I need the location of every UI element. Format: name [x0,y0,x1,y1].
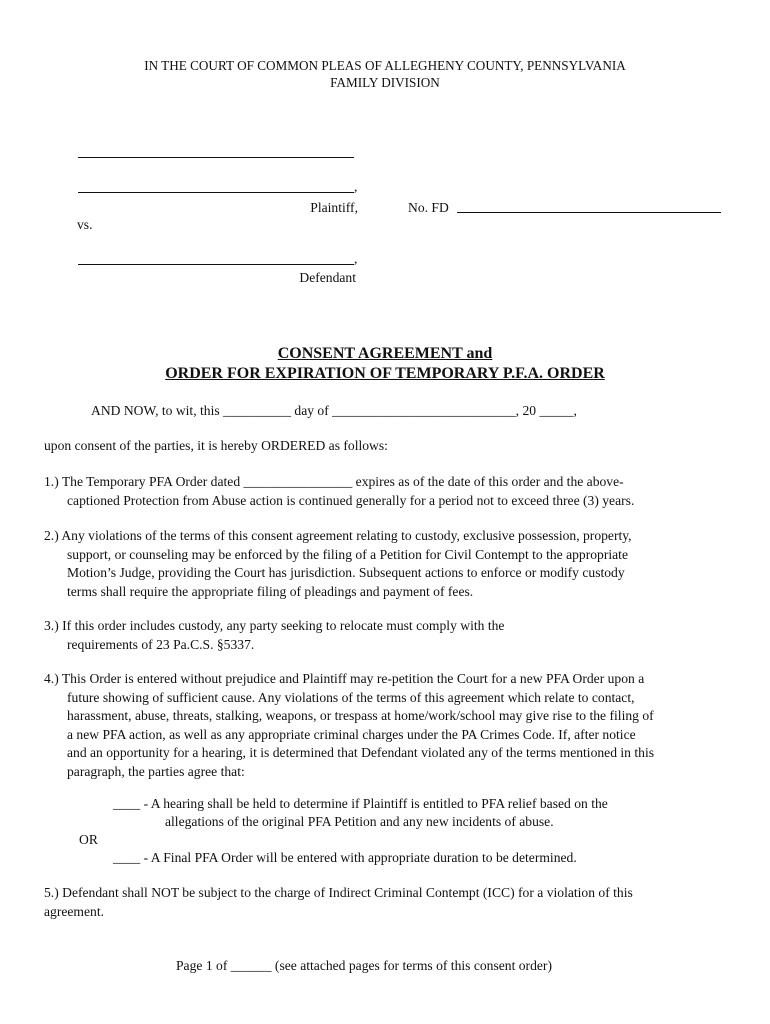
document-title-line-2: ORDER FOR EXPIRATION OF TEMPORARY P.F.A. ORDER [165,365,605,382]
defendant-label: Defendant [299,270,356,285]
paragraph-5 [44,884,734,921]
paragraph-4-line: harassment, abuse, threats, stalking, weapons, or trespass at home/work/school may give rise to the filing of [67,708,654,723]
paragraph-5-line: agreement. [44,903,105,919]
option-a-line-2: allegations of the original PFA Petition and any new incidents of abuse. [165,814,554,829]
paragraph-4-line: future showing of sufficient cause. Any violations of the terms of this agreement which relate to contact, [67,689,635,705]
defendant-comma: , [354,251,358,266]
paragraph-1 [44,473,734,510]
paragraph-5-line: 5.) Defendant shall NOT be subject to the charge of Indirect Criminal Contempt (ICC) for a violation of this [44,885,633,900]
paragraph-4-line: 4.) This Order is entered without prejudice and Plaintiff may re-petition the Court for a new PFA Order upon a [44,671,645,686]
division-heading: FAMILY DIVISION [330,75,440,90]
court-heading: IN THE COURT OF COMMON PLEAS OF ALLEGHENY COUNTY, PENNSYLVANIA [144,58,626,73]
paragraph-2-line: 2.) Any violations of the terms of this consent agreement relating to custody, exclusive possession, property, [44,528,632,543]
plaintiff-label: Plaintiff, [310,200,358,215]
page-footer: Page 1 of ______ (see attached pages for terms of this consent order) [176,958,552,973]
paragraph-3 [44,617,734,654]
paragraph-3-line: 3.) If this order includes custody, any party seeking to relocate must comply with the [44,618,505,633]
paragraph-2 [44,527,734,601]
or-label: OR [79,832,98,847]
option-b-line: ____ - A Final PFA Order will be entered with appropriate duration to be determined. [113,850,577,865]
paragraph-2-line: support, or counseling may be enforced by the filing of a Petition for Civil Contempt to the appropriate [67,546,628,562]
paragraph-4-line: and an opportunity for a hearing, it is determined that Defendant violated any of the terms mentioned in this [67,745,655,760]
option-a-line-1: ____ - A hearing shall be held to determine if Plaintiff is entitled to PFA relief based on the [113,796,608,811]
document-title-line-1: CONSENT AGREEMENT and [277,345,493,362]
paragraph-3-line: requirements of 23 Pa.C.S. §5337. [67,636,255,652]
paragraph-4 [44,670,734,781]
paragraph-4-line: a new PFA action, as well as any appropriate criminal charges under the PA Crimes Code. If, after notice [67,726,636,742]
plaintiff-name-line-1[interactable] [78,157,354,158]
and-now-line: AND NOW, to wit, this __________ day of ___________________________, 20 _____, [91,403,577,418]
defendant-name-line[interactable] [78,264,354,265]
plaintiff-name-line-2[interactable] [78,192,354,193]
consent-line: upon consent of the parties, it is hereby ORDERED as follows: [44,438,388,453]
plaintiff-comma: , [354,179,358,194]
case-number-label: No. FD [408,200,449,215]
paragraph-4-line: paragraph, the parties agree that: [67,763,245,779]
paragraph-2-line: terms shall require the appropriate filing of pleadings and payment of fees. [67,583,474,599]
vs-label: vs. [77,217,93,232]
paragraph-2-line: Motion’s Judge, providing the Court has jurisdiction. Subsequent actions to enforce or modify custody [67,565,625,580]
paragraph-1-line: captioned Protection from Abuse action is continued generally for a period not to exceed three (3) years. [67,492,635,508]
case-number-field[interactable] [457,212,721,213]
paragraph-1-line: 1.) The Temporary PFA Order dated ________________ expires as of the date of this order and the above- [44,474,624,489]
